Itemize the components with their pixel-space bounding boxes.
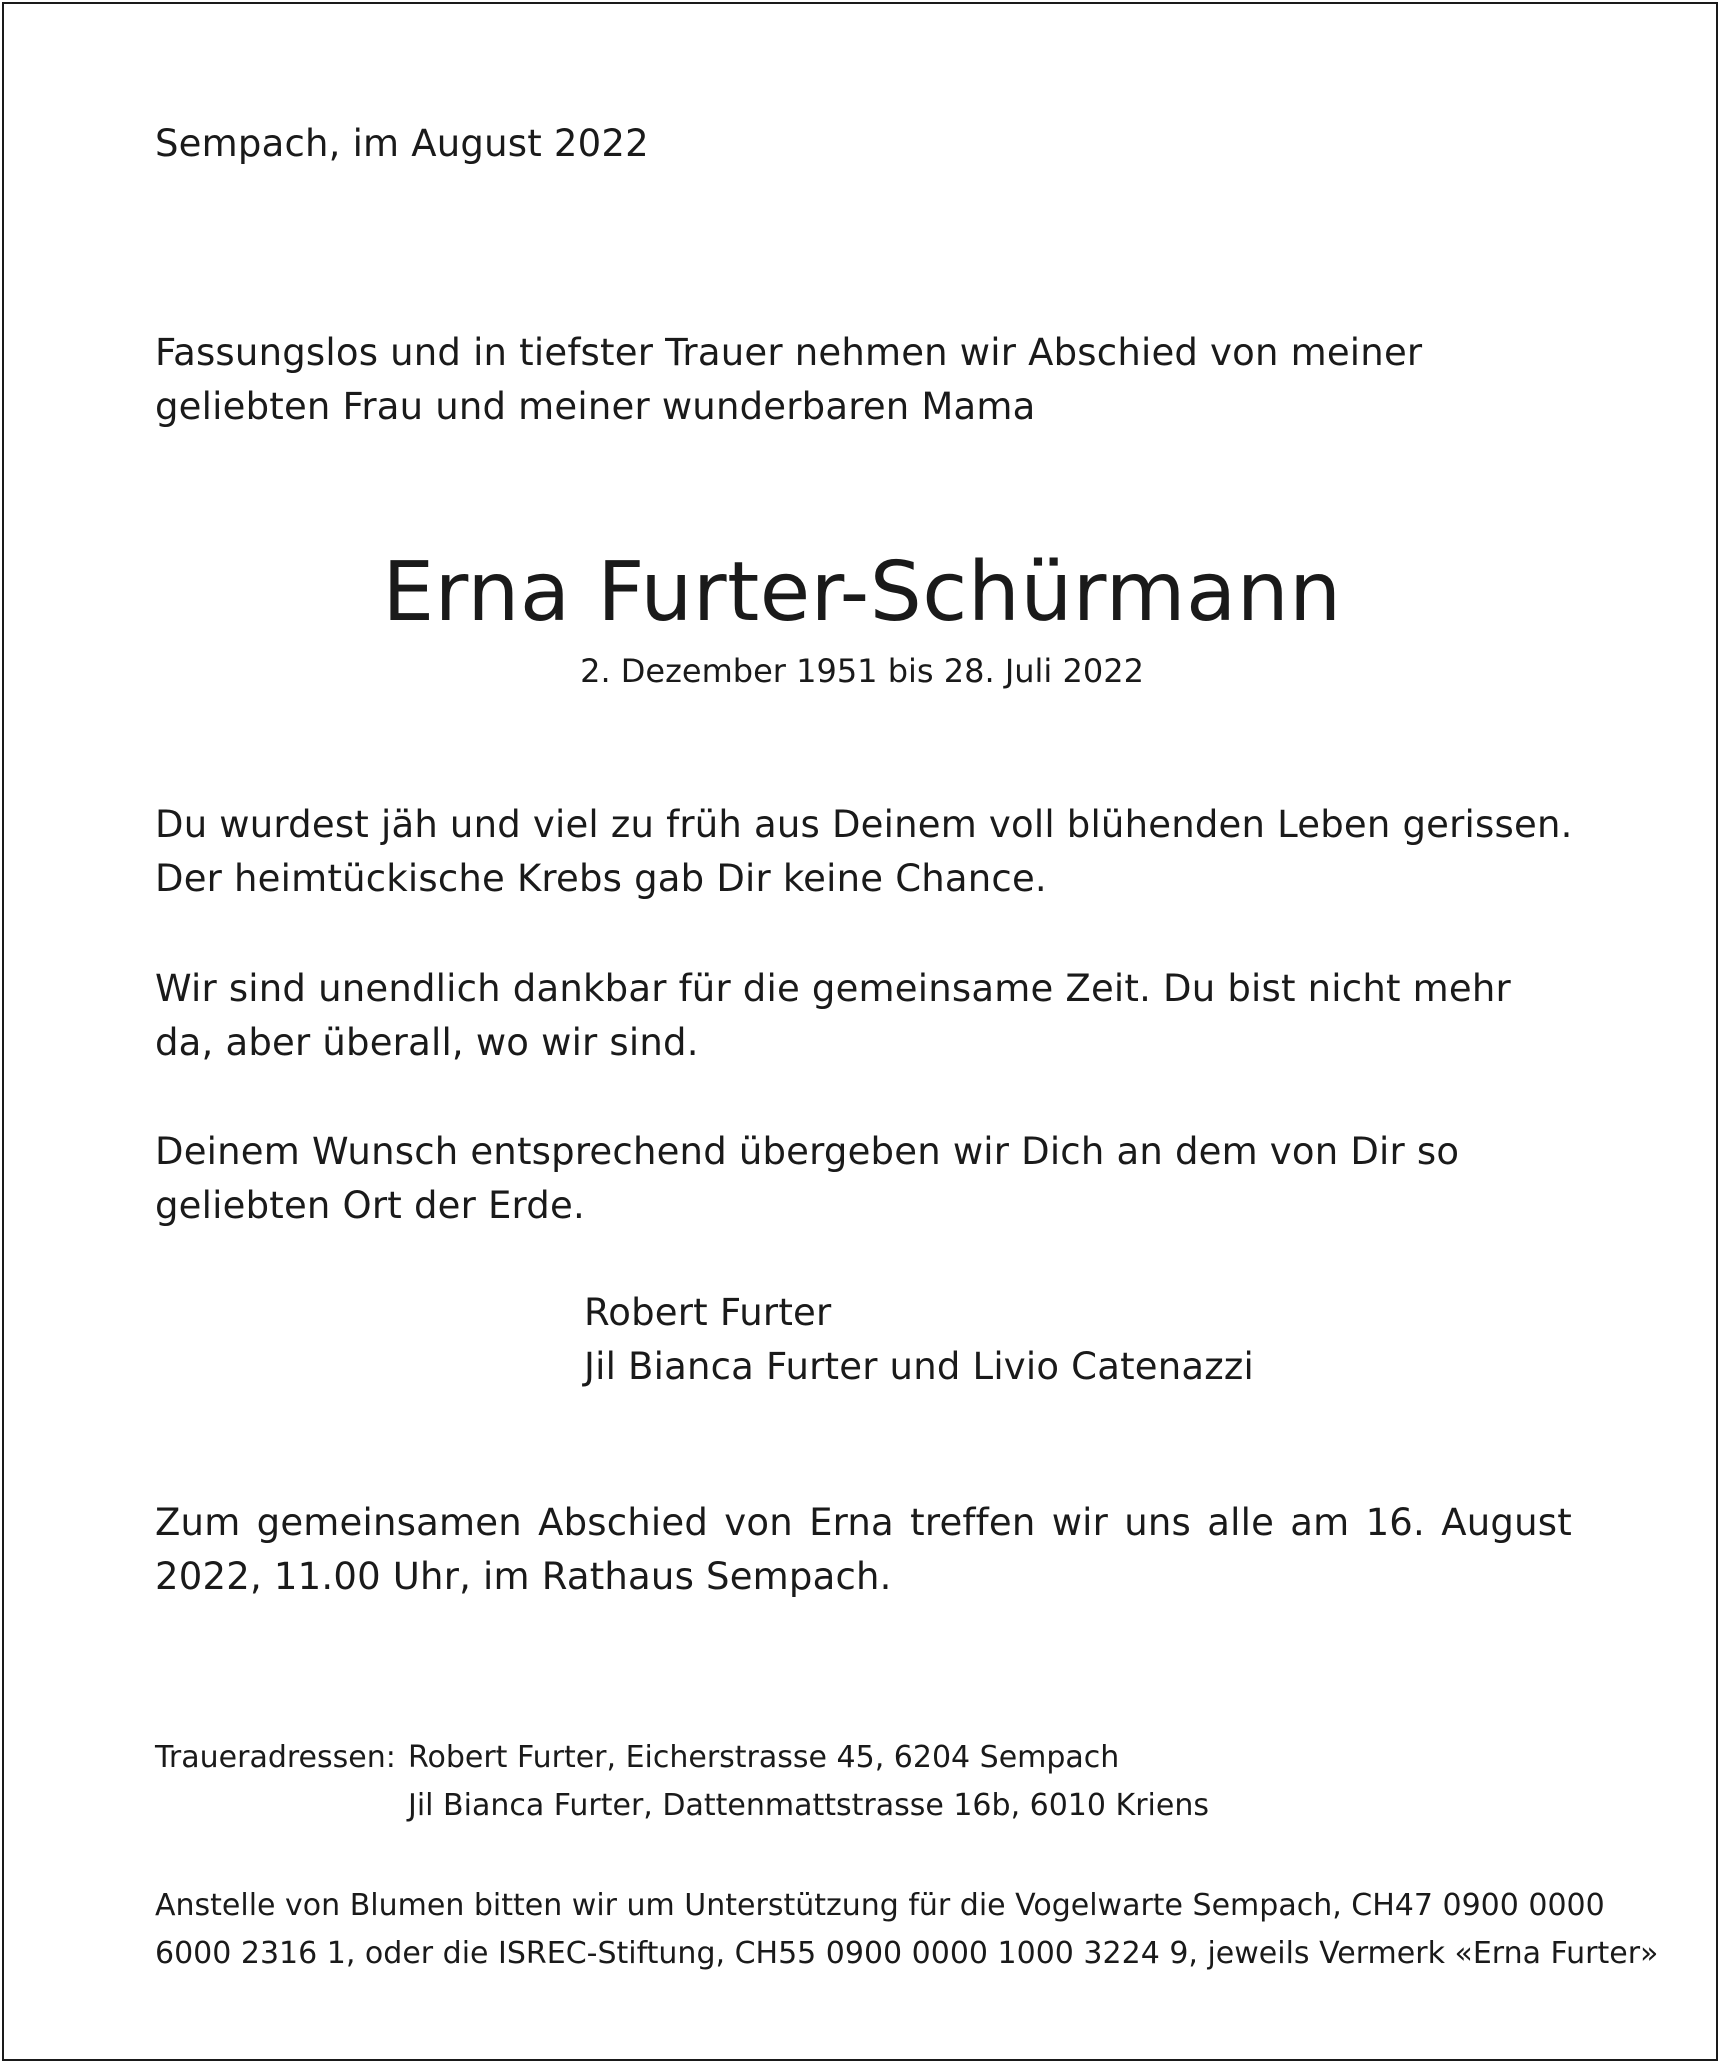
paragraph-line: da, aber überall, wo wir sind. [155, 1021, 699, 1064]
addresses-label: Traueradressen: [155, 1740, 396, 1775]
intro-text [155, 326, 1422, 434]
paragraph-line: Du wurdest jäh und viel zu früh aus Deinem voll blühenden Leben gerissen. [155, 803, 1573, 846]
address-entry: Jil Bianca Furter, Dattenmattstrasse 16b, 6010 Kriens [408, 1788, 1209, 1823]
intro-line: geliebten Frau und meiner wunderbaren Mama [155, 385, 1036, 428]
addresses-list [408, 1734, 1209, 1830]
ceremony-line [155, 1496, 1572, 1550]
deceased-name: Erna Furter-Schürmann [382, 545, 1342, 640]
intro-line: Fassungslos und in tiefster Trauer nehmen wir Abschied von meiner [155, 331, 1423, 374]
ceremony-line: 2022, 11.00 Uhr, im Rathaus Sempach. [155, 1555, 892, 1598]
paragraph-1 [155, 798, 1573, 906]
ceremony-word: Erna [809, 1501, 894, 1544]
paragraph-3 [155, 1125, 1459, 1233]
ceremony-word: 16. [1365, 1501, 1426, 1544]
place-date: Sempach, im August 2022 [155, 122, 649, 165]
paragraph-line: Der heimtückische Krebs gab Dir keine Chance. [155, 857, 1047, 900]
ceremony-word: von [724, 1501, 793, 1544]
ceremony-word: Zum [155, 1501, 241, 1544]
paragraph-line: Deinem Wunsch entsprechend übergeben wir Dich an dem von Dir so [155, 1130, 1460, 1173]
ceremony-word: alle [1207, 1501, 1275, 1544]
paragraph-line: geliebten Ort der Erde. [155, 1184, 585, 1227]
ceremony-word: gemeinsamen [256, 1501, 522, 1544]
address-entry: Robert Furter, Eicherstrasse 45, 6204 Sempach [408, 1740, 1120, 1775]
paragraph-2 [155, 962, 1511, 1070]
ceremony-word: treffen [910, 1501, 1036, 1544]
mourners-list [584, 1286, 1254, 1394]
paragraph-line: Wir sind unendlich dankbar für die gemeinsame Zeit. Du bist nicht mehr [155, 967, 1511, 1010]
ceremony-word: Abschied [538, 1501, 709, 1544]
donation-line: Anstelle von Blumen bitten wir um Unterstützung für die Vogelwarte Sempach, CH47 0900 0000 [155, 1888, 1605, 1923]
donation-text [155, 1882, 1658, 1978]
mourner-name: Jil Bianca Furter und Livio Catenazzi [584, 1345, 1255, 1388]
life-dates: 2. Dezember 1951 bis 28. Juli 2022 [580, 652, 1144, 690]
donation-line: 6000 2316 1, oder die ISREC-Stiftung, CH55 0900 0000 1000 3224 9, jeweils Vermerk «Erna Furter» [155, 1936, 1659, 1971]
ceremony-word: uns [1124, 1501, 1192, 1544]
ceremony-text [155, 1496, 1572, 1604]
ceremony-word: August [1441, 1501, 1572, 1544]
ceremony-word: am [1290, 1501, 1350, 1544]
ceremony-word: wir [1051, 1501, 1109, 1544]
mourner-name: Robert Furter [584, 1291, 832, 1334]
